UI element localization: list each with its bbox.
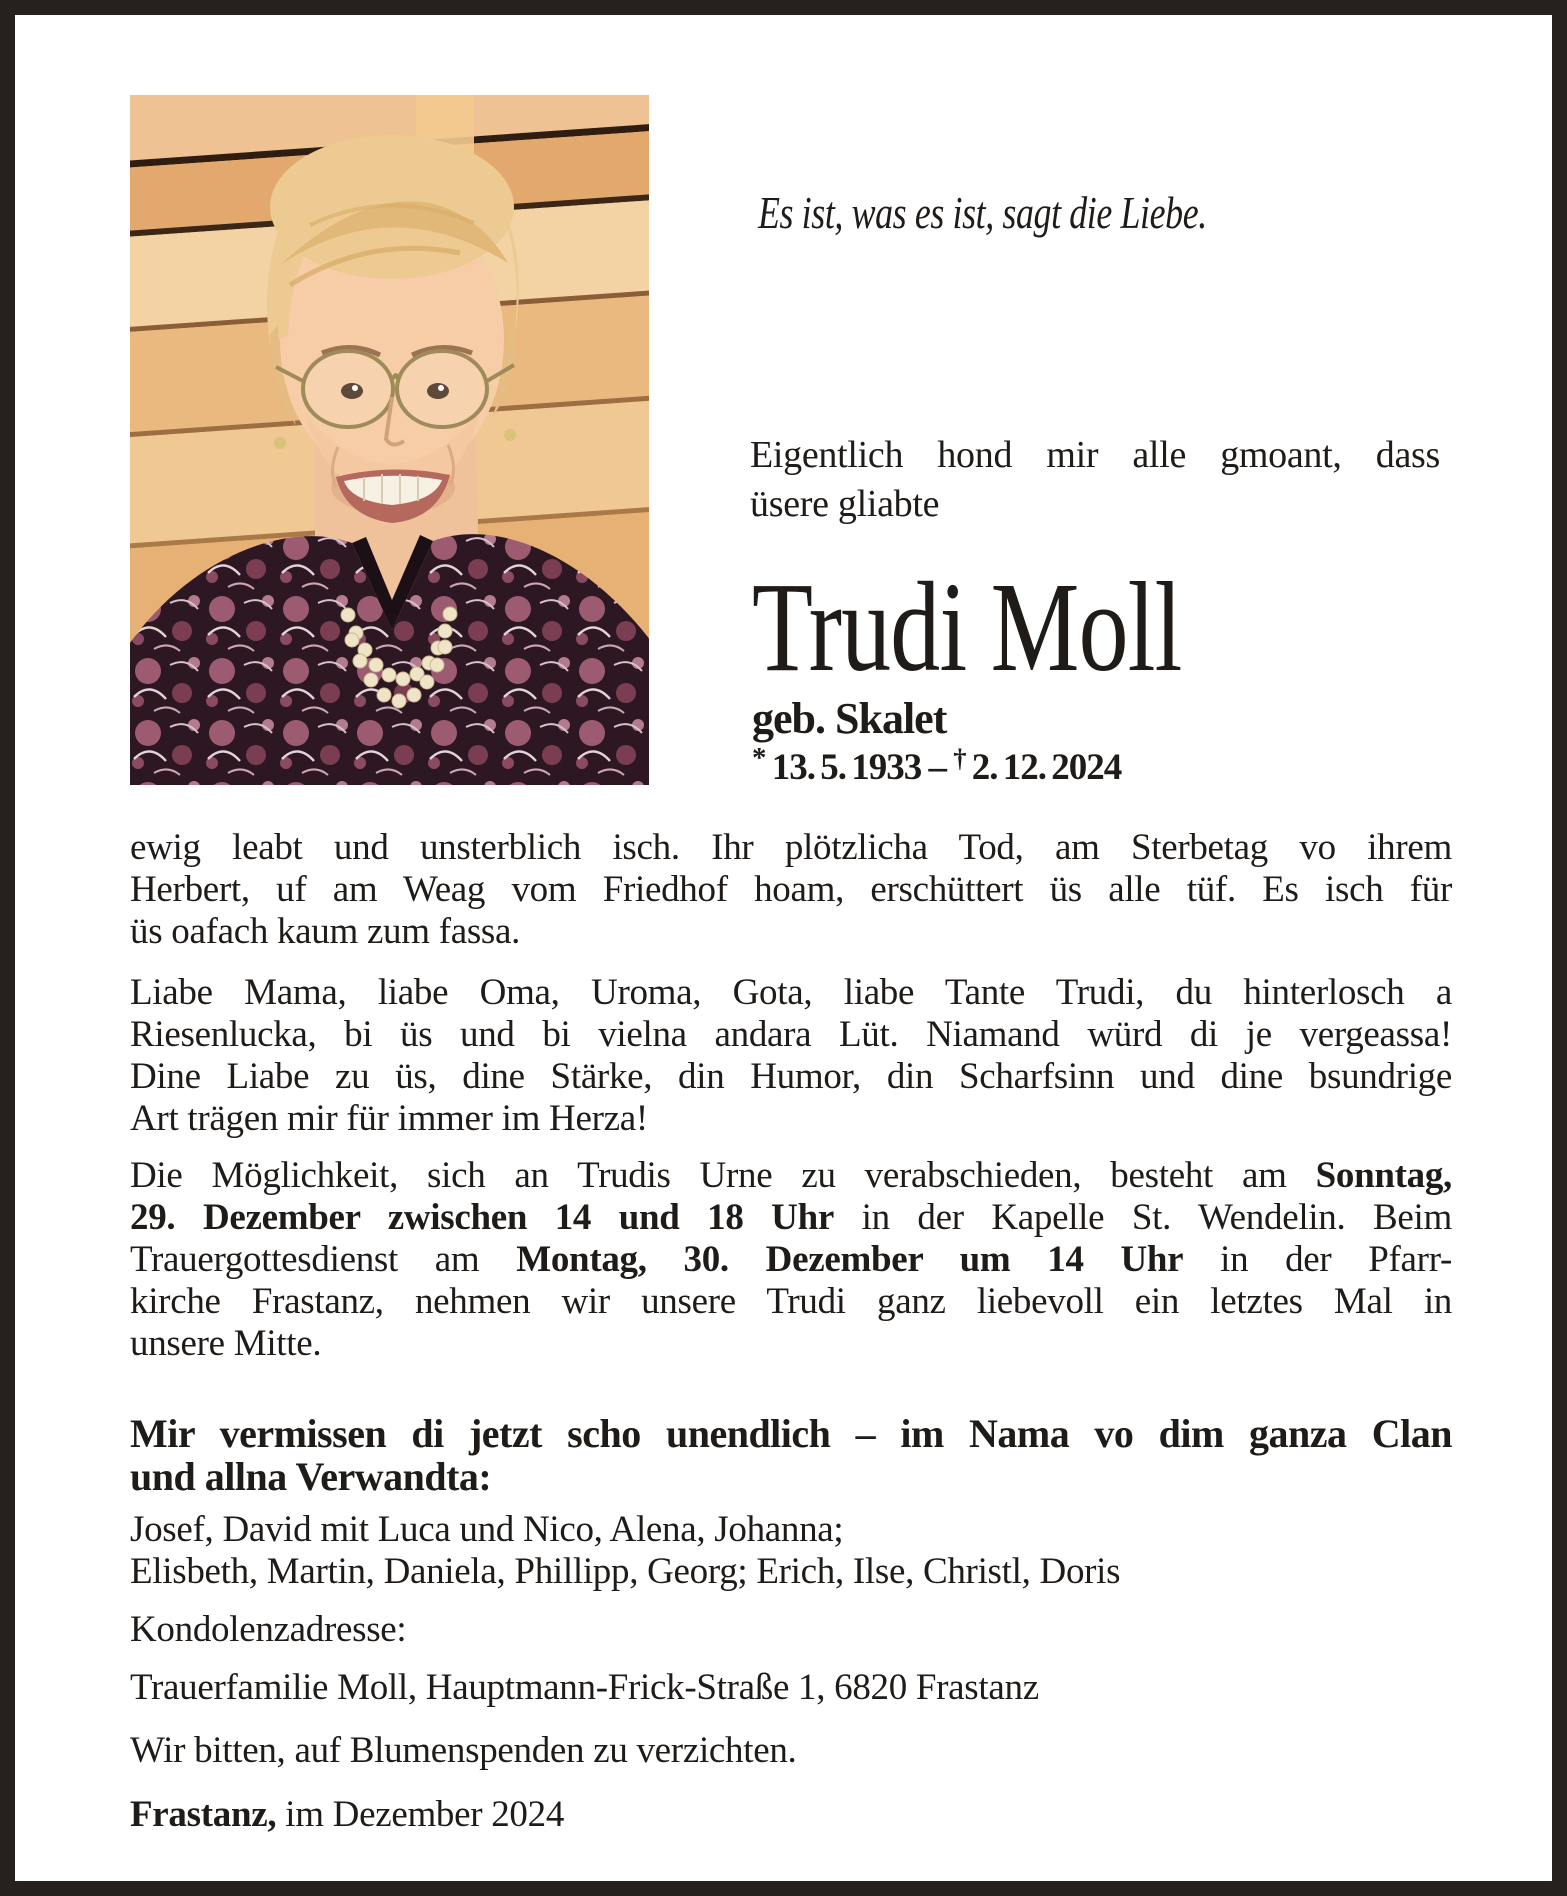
quote: Es ist, was es ist, sagt die Liebe. xyxy=(758,187,1207,238)
death-symbol: † xyxy=(953,743,967,774)
paragraph-tribute: Liabe Mama, liabe Oma, Uroma, Gota, liabe Tante Trudi, du hinterlosch a Riesenlucka, bi üs und bi vielna andara Lüt. Niamand würd di je vergeassa! Dine Liabe zu üs, dine Stärke, din Humor, din Scharfsinn und dine bsundrige Art trägen mir für immer im Herza! xyxy=(130,972,1452,1139)
portrait-photo xyxy=(130,95,649,785)
condolence-address: Trauerfamilie Moll, Hauptmann-Frick-Straße 1, 6820 Frastanz xyxy=(130,1667,1039,1708)
life-dates xyxy=(752,743,1121,789)
paragraph-farewell: Mir vermissen di jetzt scho unendlich – im Nama vo dim ganza Clan und allna Verwandta: xyxy=(130,1411,1452,1499)
maiden-name: geb. Skalet xyxy=(752,694,947,743)
intro-text: Eigentlich hond mir alle gmoant, dass üsere gliabte xyxy=(750,434,1440,525)
death-date: 2. 12. 2024 xyxy=(971,747,1122,789)
portrait-photo-illustration xyxy=(130,95,649,785)
condolence-label: Kondolenzadresse: xyxy=(130,1609,407,1650)
place-date: Frastanz, im Dezember 2024 xyxy=(130,1794,565,1835)
obituary-body xyxy=(130,827,1452,1836)
paragraph-funeral-info: Die Möglichkeit, sich an Trudis Urne zu verabschieden, besteht am Sonntag, 29. Dezember zwischen 14 und 18 Uhr in der Kapelle St. Wendelin. Beim Trauergottesdienst am Montag, 30. Dezember um 14 Uhr in der Pfarr- kirche Frastanz, nehmen wir unsere Trudi ganz liebevoll ein letztes Mal in unsere Mitte. xyxy=(130,1155,1453,1364)
family-names: Josef, David mit Luca und Nico, Alena, Johanna; Elisbeth, Martin, Daniela, Phillipp, Georg; Erich, Ilse, Christl, Doris xyxy=(130,1509,1121,1592)
date-separator: – xyxy=(928,747,946,789)
birth-symbol: * xyxy=(752,742,767,774)
paragraph-eternal: ewig leabt und unsterblich isch. Ihr plötzlicha Tod, am Sterbetag vo ihrem Herbert, uf am Weag vom Friedhof hoam, erschüttert üs alle tüf. Es isch für üs oafach kaum zum fassa. xyxy=(130,827,1452,952)
deceased-name: Trudi Moll xyxy=(752,556,1182,698)
flowers-note: Wir bitten, auf Blumenspenden zu verzichten. xyxy=(130,1730,797,1771)
birth-date: 13. 5. 1933 xyxy=(771,747,922,789)
